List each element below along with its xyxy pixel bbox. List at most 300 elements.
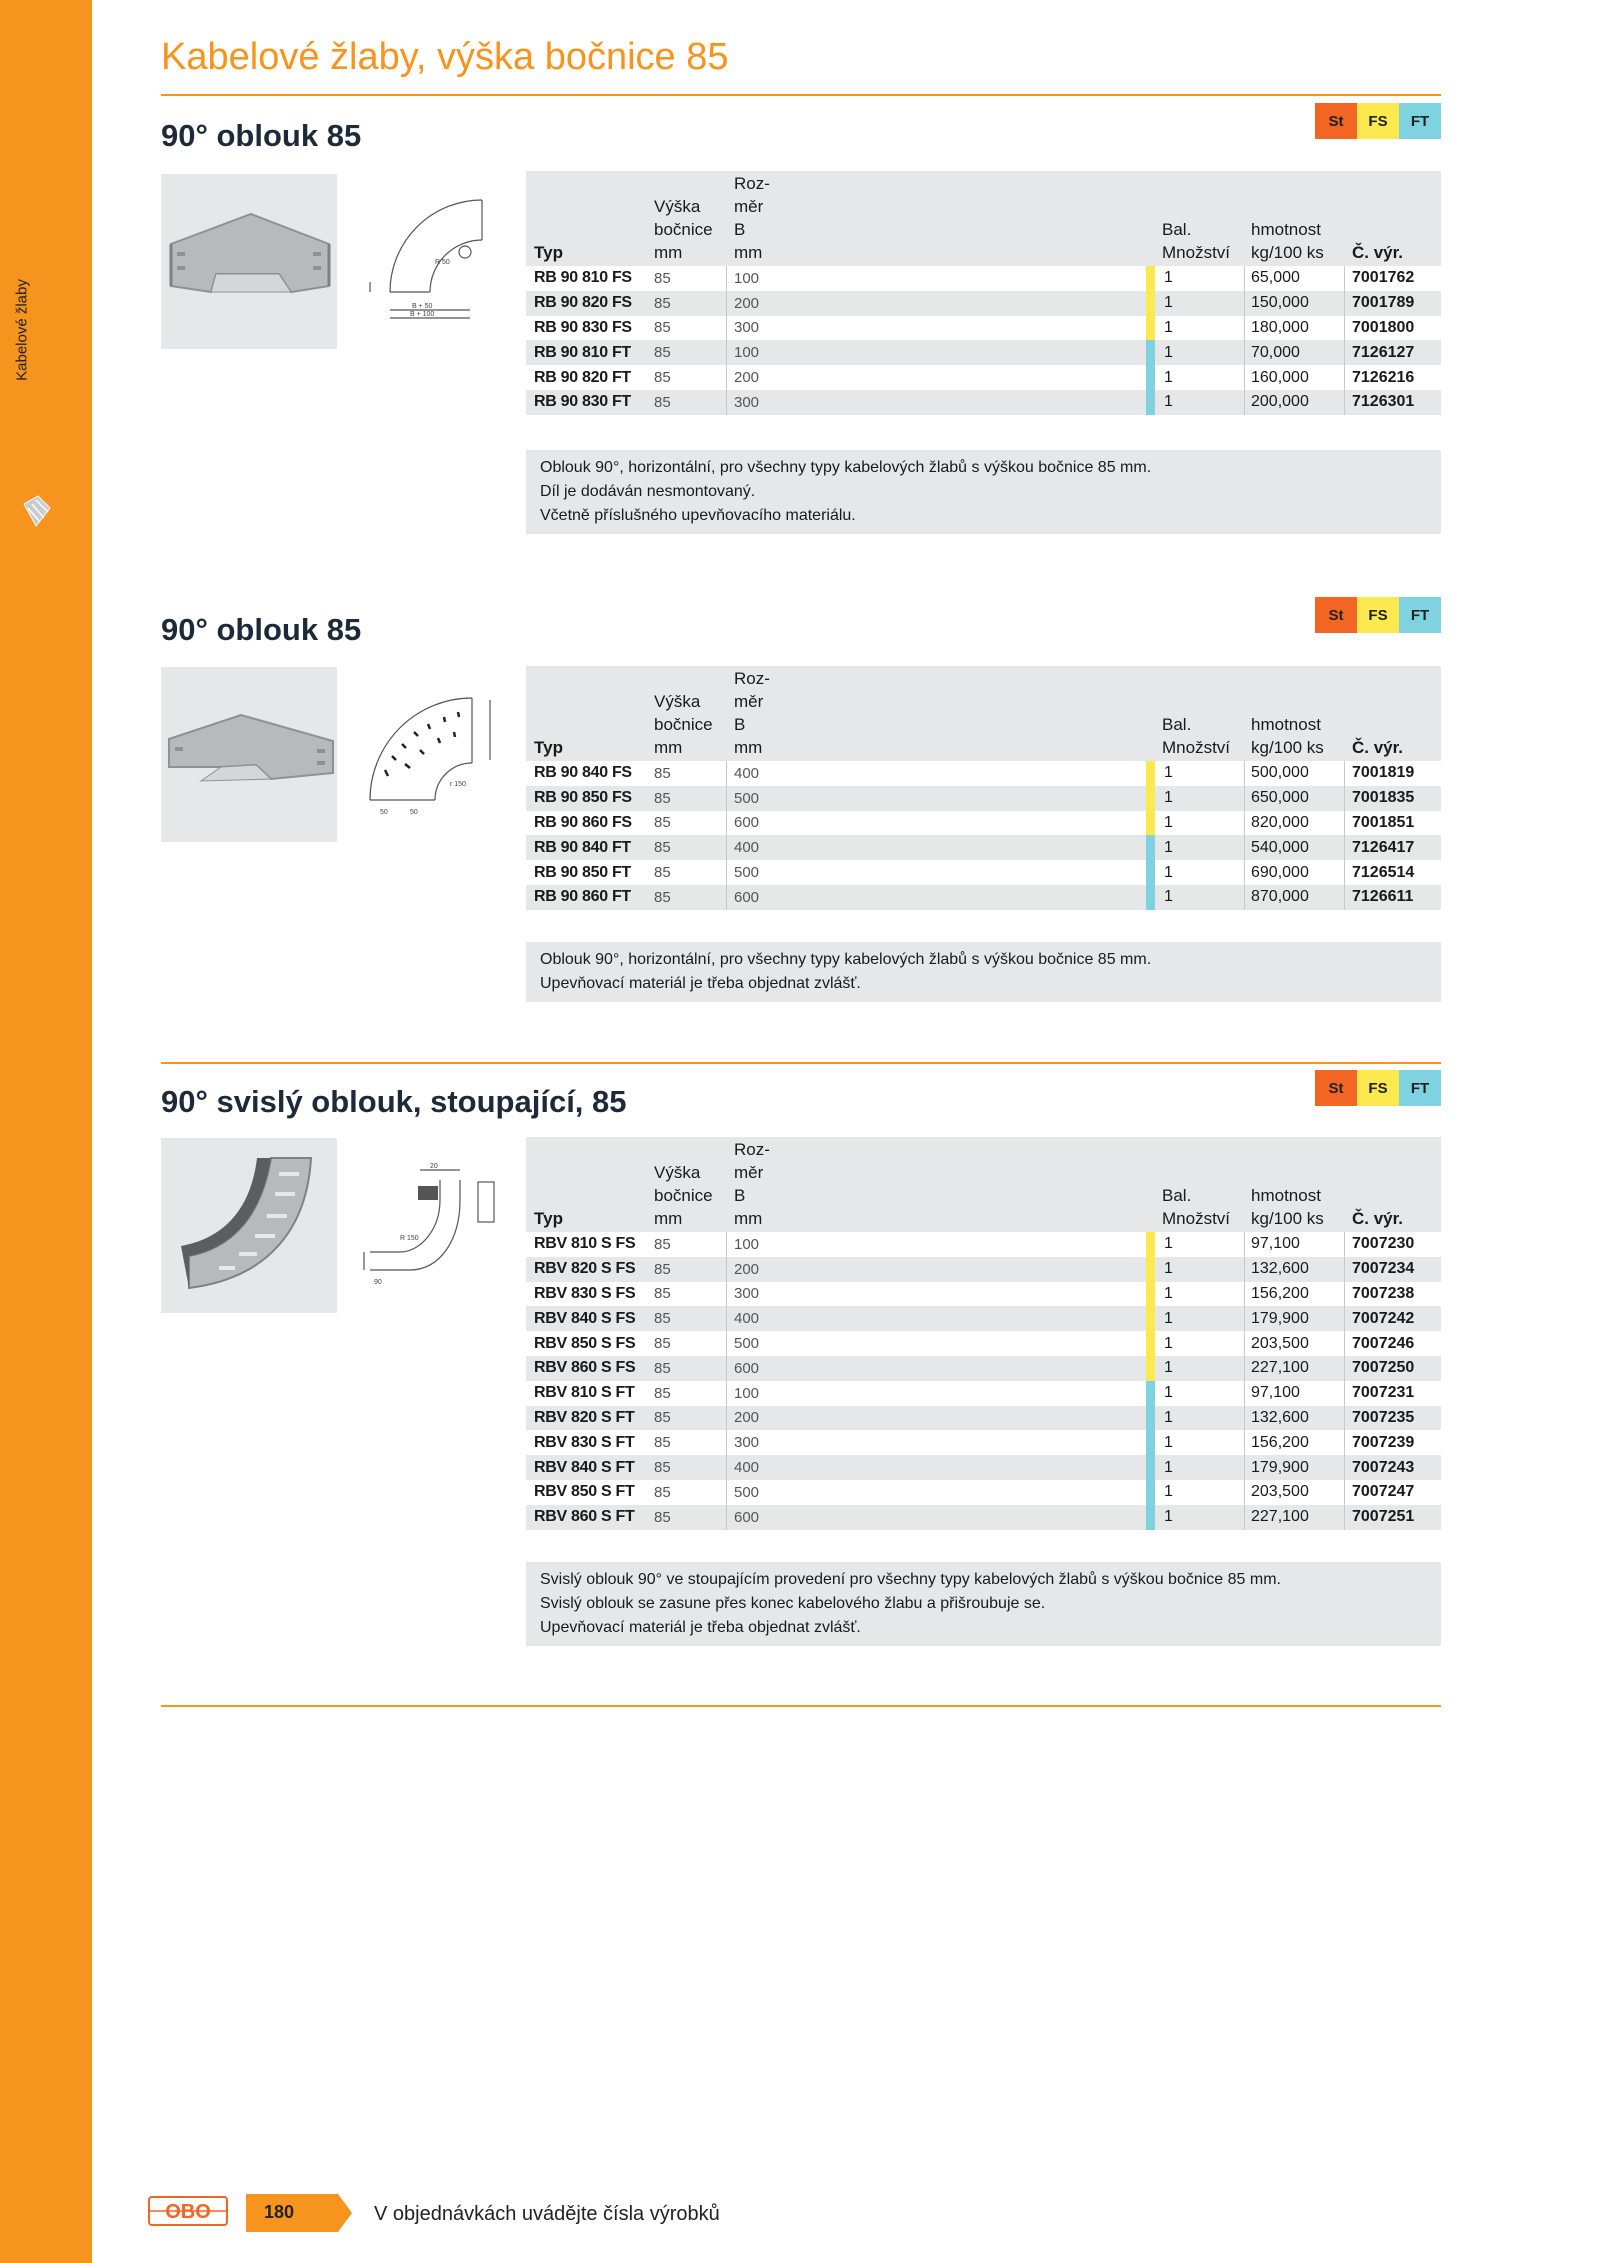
cell-rozmer: 300	[734, 1285, 760, 1303]
cell-typ: RB 90 840 FS	[534, 764, 632, 782]
finish-stripe	[1146, 860, 1155, 885]
cell-divider	[726, 1257, 727, 1282]
header-rozmer: Roz- měr B mm	[734, 669, 770, 757]
cell-bal: 1	[1164, 1458, 1173, 1476]
cell-rozmer: 600	[734, 814, 760, 832]
cell-bal: 1	[1164, 1260, 1173, 1278]
cell-cislo: 7007243	[1352, 1458, 1415, 1476]
cell-divider	[1244, 291, 1245, 316]
cell-bal: 1	[1164, 789, 1173, 807]
cell-cislo: 7001851	[1352, 813, 1415, 831]
cell-divider	[1244, 1480, 1245, 1505]
product-table	[526, 171, 1441, 415]
badge-fs: FS	[1357, 103, 1399, 139]
cell-hmotnost: 150,000	[1251, 294, 1309, 312]
cell-divider	[726, 1480, 727, 1505]
cell-bal: 1	[1164, 393, 1173, 411]
svg-text:B + 100: B + 100	[410, 311, 435, 318]
cell-divider	[726, 1406, 727, 1431]
table-row	[526, 365, 1441, 390]
section-notes	[526, 942, 1441, 1002]
cell-rozmer: 600	[734, 888, 760, 906]
cell-divider	[726, 811, 727, 836]
cell-hmotnost: 180,000	[1251, 318, 1309, 336]
badge-ft: FT	[1399, 103, 1441, 139]
cell-bal: 1	[1164, 1384, 1173, 1402]
cell-divider	[726, 860, 727, 885]
cell-divider	[726, 1430, 727, 1455]
cell-divider	[1344, 1232, 1345, 1257]
cell-cislo: 7001762	[1352, 269, 1415, 287]
table-row	[526, 885, 1441, 910]
cell-divider	[1344, 316, 1345, 341]
cell-divider	[1244, 786, 1245, 811]
cell-typ: RBV 840 S FT	[534, 1458, 635, 1476]
cell-cislo: 7007242	[1352, 1309, 1415, 1327]
cell-hmotnost: 132,600	[1251, 1408, 1309, 1426]
cell-rozmer: 100	[734, 1235, 760, 1253]
finish-stripe	[1146, 1505, 1155, 1530]
table-row	[526, 316, 1441, 341]
table-body	[526, 1232, 1441, 1530]
cell-cislo: 7001800	[1352, 318, 1415, 336]
cell-divider	[1344, 1381, 1345, 1406]
cell-divider	[1344, 1306, 1345, 1331]
cell-rozmer: 500	[734, 1335, 760, 1353]
cell-hmotnost: 870,000	[1251, 888, 1309, 906]
cell-divider	[726, 365, 727, 390]
badge-ft: FT	[1399, 597, 1441, 633]
table-row	[526, 1331, 1441, 1356]
table-header	[526, 1137, 1441, 1232]
cell-rozmer: 500	[734, 789, 760, 807]
cell-divider	[726, 1381, 727, 1406]
finish-stripe	[1146, 1356, 1155, 1381]
finish-stripe	[1146, 291, 1155, 316]
section-notes	[526, 1562, 1441, 1646]
cell-typ: RB 90 810 FS	[534, 269, 632, 287]
cell-divider	[1244, 1282, 1245, 1307]
cell-rozmer: 200	[734, 369, 760, 387]
cell-bal: 1	[1164, 838, 1173, 856]
cell-divider	[1344, 266, 1345, 291]
cell-divider	[1244, 811, 1245, 836]
cell-bal: 1	[1164, 368, 1173, 386]
cell-bal: 1	[1164, 294, 1173, 312]
table-row	[526, 786, 1441, 811]
cell-cislo: 7007246	[1352, 1334, 1415, 1352]
cell-vyska: 85	[654, 1260, 671, 1278]
cell-bal: 1	[1164, 343, 1173, 361]
cell-divider	[1244, 1381, 1245, 1406]
cell-divider	[1344, 811, 1345, 836]
cell-rozmer: 200	[734, 294, 760, 312]
cell-divider	[726, 291, 727, 316]
cell-divider	[1244, 365, 1245, 390]
cell-vyska: 85	[654, 1310, 671, 1328]
cell-cislo: 7007235	[1352, 1408, 1415, 1426]
finish-stripe	[1146, 1480, 1155, 1505]
cell-typ: RBV 820 S FT	[534, 1408, 635, 1426]
cell-divider	[1344, 761, 1345, 786]
header-bal: Bal. Množství	[1162, 1186, 1231, 1228]
table-row	[526, 1356, 1441, 1381]
cell-divider	[1344, 1505, 1345, 1530]
cell-divider	[726, 266, 727, 291]
header-cislo: Č. výr.	[1352, 1209, 1404, 1228]
cell-hmotnost: 203,500	[1251, 1483, 1309, 1501]
page-title: Kabelové žlaby, výška bočnice 85	[161, 36, 729, 78]
cell-vyska: 85	[654, 814, 671, 832]
cell-divider	[1344, 885, 1345, 910]
table-row	[526, 266, 1441, 291]
page-number-tab	[246, 2194, 352, 2232]
cell-cislo: 7126216	[1352, 368, 1415, 386]
cell-divider	[726, 1282, 727, 1307]
cell-hmotnost: 690,000	[1251, 863, 1309, 881]
technical-drawing	[350, 690, 510, 825]
cell-bal: 1	[1164, 269, 1173, 287]
finish-stripe	[1146, 1257, 1155, 1282]
cell-divider	[1344, 1257, 1345, 1282]
cell-rozmer: 400	[734, 1459, 760, 1477]
svg-text:90: 90	[374, 1279, 382, 1286]
finish-stripe	[1146, 1282, 1155, 1307]
cell-hmotnost: 820,000	[1251, 813, 1309, 831]
cell-divider	[1344, 340, 1345, 365]
table-row	[526, 1406, 1441, 1431]
finish-stripe	[1146, 365, 1155, 390]
cell-typ: RB 90 850 FT	[534, 863, 631, 881]
finish-stripe	[1146, 1381, 1155, 1406]
cell-rozmer: 100	[734, 344, 760, 362]
cell-cislo: 7126301	[1352, 393, 1415, 411]
cell-typ: RB 90 840 FT	[534, 838, 631, 856]
cell-divider	[1344, 1282, 1345, 1307]
cell-vyska: 85	[654, 1483, 671, 1501]
table-header	[526, 171, 1441, 266]
cell-typ: RBV 830 S FT	[534, 1433, 635, 1451]
header-bal: Bal. Množství	[1162, 220, 1231, 262]
cell-hmotnost: 156,200	[1251, 1284, 1309, 1302]
cell-typ: RB 90 810 FT	[534, 343, 631, 361]
cell-divider	[1344, 860, 1345, 885]
badge-ft: FT	[1399, 1070, 1441, 1106]
cell-cislo: 7126127	[1352, 343, 1415, 361]
cell-typ: RBV 810 S FS	[534, 1235, 636, 1253]
table-row	[526, 1480, 1441, 1505]
finish-stripe	[1146, 266, 1155, 291]
header-bal: Bal. Množství	[1162, 715, 1231, 757]
table-row	[526, 1505, 1441, 1530]
note-line: Včetně příslušného upevňovacího materiálu.	[540, 507, 856, 524]
cell-rozmer: 400	[734, 839, 760, 857]
cell-vyska: 85	[654, 1434, 671, 1452]
cell-rozmer: 400	[734, 1310, 760, 1328]
cell-divider	[1244, 1505, 1245, 1530]
cell-cislo: 7007231	[1352, 1384, 1415, 1402]
cell-divider	[726, 1232, 727, 1257]
header-cislo: Č. výr.	[1352, 243, 1404, 262]
header-typ: Typ	[534, 738, 563, 757]
table-row	[526, 1455, 1441, 1480]
cell-divider	[1244, 1455, 1245, 1480]
cell-rozmer: 500	[734, 864, 760, 882]
header-cislo: Č. výr.	[1352, 738, 1404, 757]
cell-vyska: 85	[654, 764, 671, 782]
product-photo	[161, 1138, 337, 1313]
finish-stripe	[1146, 761, 1155, 786]
header-rozmer: Roz- měr B mm	[734, 174, 770, 262]
note-line: Oblouk 90°, horizontální, pro všechny typy kabelových žlabů s výškou bočnice 85 mm.	[540, 459, 1152, 476]
cell-bal: 1	[1164, 1508, 1173, 1526]
cell-bal: 1	[1164, 1433, 1173, 1451]
cell-divider	[1244, 390, 1245, 415]
cell-hmotnost: 500,000	[1251, 764, 1309, 782]
cell-divider	[726, 1455, 727, 1480]
cell-typ: RB 90 860 FS	[534, 813, 632, 831]
cell-divider	[726, 885, 727, 910]
cell-divider	[726, 1505, 727, 1530]
cell-vyska: 85	[654, 1359, 671, 1377]
cell-bal: 1	[1164, 1359, 1173, 1377]
product-table	[526, 1137, 1441, 1530]
table-header	[526, 666, 1441, 761]
finish-stripe	[1146, 390, 1155, 415]
footer-text: V objednávkách uvádějte čísla výrobků	[374, 2203, 720, 2225]
cell-vyska: 85	[654, 393, 671, 411]
side-label: Kabelové žlaby	[13, 279, 31, 381]
cell-vyska: 85	[654, 1409, 671, 1427]
cell-vyska: 85	[654, 319, 671, 337]
finish-badges	[1315, 103, 1441, 139]
cell-divider	[1244, 1257, 1245, 1282]
finish-stripe	[1146, 1306, 1155, 1331]
finish-stripe	[1146, 340, 1155, 365]
finish-badges	[1315, 1070, 1441, 1106]
table-row	[526, 340, 1441, 365]
header-vyska: Výška bočnice mm	[654, 197, 713, 262]
cell-divider	[726, 1306, 727, 1331]
note-line: Upevňovací materiál je třeba objednat zvlášť.	[540, 1619, 861, 1636]
cell-hmotnost: 540,000	[1251, 838, 1309, 856]
cell-cislo: 7007247	[1352, 1483, 1415, 1501]
cell-divider	[726, 390, 727, 415]
cell-divider	[1244, 1430, 1245, 1455]
section-notes	[526, 450, 1441, 534]
cell-rozmer: 100	[734, 269, 760, 287]
header-hmotnost: hmotnost kg/100 ks	[1251, 715, 1324, 757]
svg-text:R 150: R 150	[400, 1235, 419, 1242]
cell-divider	[1244, 1306, 1245, 1331]
badge-st: St	[1315, 597, 1357, 633]
cell-cislo: 7001819	[1352, 764, 1415, 782]
finish-stripe	[1146, 811, 1155, 836]
cell-vyska: 85	[654, 1235, 671, 1253]
finish-badges	[1315, 597, 1441, 633]
svg-text:B + 50: B + 50	[412, 303, 433, 310]
finish-stripe	[1146, 1406, 1155, 1431]
cell-typ: RB 90 860 FT	[534, 888, 631, 906]
cell-divider	[1344, 365, 1345, 390]
cell-divider	[726, 316, 727, 341]
cell-bal: 1	[1164, 813, 1173, 831]
cell-divider	[1244, 1356, 1245, 1381]
cell-hmotnost: 65,000	[1251, 269, 1300, 287]
finish-stripe	[1146, 316, 1155, 341]
cell-divider	[726, 761, 727, 786]
cell-typ: RBV 860 S FS	[534, 1359, 636, 1377]
cell-hmotnost: 179,900	[1251, 1458, 1309, 1476]
section-title: 90° oblouk 85	[161, 118, 362, 153]
svg-text:50: 50	[380, 809, 388, 816]
cell-typ: RBV 840 S FS	[534, 1309, 636, 1327]
cell-hmotnost: 203,500	[1251, 1334, 1309, 1352]
finish-stripe	[1146, 786, 1155, 811]
cell-divider	[726, 1356, 727, 1381]
cell-vyska: 85	[654, 1508, 671, 1526]
finish-stripe	[1146, 1430, 1155, 1455]
cell-hmotnost: 227,100	[1251, 1359, 1309, 1377]
table-body	[526, 266, 1441, 415]
cell-vyska: 85	[654, 344, 671, 362]
cell-cislo: 7007239	[1352, 1433, 1415, 1451]
product-photo	[161, 667, 337, 842]
cell-typ: RBV 830 S FS	[534, 1284, 636, 1302]
cell-divider	[1244, 1331, 1245, 1356]
header-rozmer: Roz- měr B mm	[734, 1140, 770, 1228]
note-line: Svislý oblouk se zasune přes konec kabelového žlabu a přišroubuje se.	[540, 1595, 1046, 1612]
cell-divider	[1244, 340, 1245, 365]
cell-bal: 1	[1164, 888, 1173, 906]
cell-typ: RB 90 850 FS	[534, 789, 632, 807]
section-title: 90° oblouk 85	[161, 612, 362, 647]
cell-vyska: 85	[654, 888, 671, 906]
header-typ: Typ	[534, 1209, 563, 1228]
obo-logo	[148, 2196, 228, 2226]
cell-typ: RBV 850 S FT	[534, 1483, 635, 1501]
note-line: Svislý oblouk 90° ve stoupajícím provedení pro všechny typy kabelových žlabů s výškou bočnice 85 mm.	[540, 1571, 1281, 1588]
table-row	[526, 811, 1441, 836]
table-row	[526, 390, 1441, 415]
cell-hmotnost: 200,000	[1251, 393, 1309, 411]
cable-tray-icon	[22, 494, 52, 528]
cell-typ: RB 90 830 FT	[534, 393, 631, 411]
cell-divider	[1244, 1232, 1245, 1257]
table-row	[526, 1232, 1441, 1257]
svg-text:R 50: R 50	[435, 259, 450, 266]
table-row	[526, 1430, 1441, 1455]
cell-hmotnost: 179,900	[1251, 1309, 1309, 1327]
cell-bal: 1	[1164, 1284, 1173, 1302]
table-row	[526, 291, 1441, 316]
section-title: 90° svislý oblouk, stoupající, 85	[161, 1084, 627, 1119]
product-table	[526, 666, 1441, 910]
cell-vyska: 85	[654, 1459, 671, 1477]
cell-divider	[726, 835, 727, 860]
cell-cislo: 7007234	[1352, 1260, 1415, 1278]
table-row	[526, 835, 1441, 860]
finish-stripe	[1146, 1232, 1155, 1257]
svg-text:20: 20	[430, 1163, 438, 1170]
table-row	[526, 761, 1441, 786]
cell-typ: RBV 820 S FS	[534, 1260, 636, 1278]
cell-cislo: 7126417	[1352, 838, 1415, 856]
cell-vyska: 85	[654, 269, 671, 287]
cell-vyska: 85	[654, 1335, 671, 1353]
cell-divider	[1244, 316, 1245, 341]
cell-bal: 1	[1164, 1309, 1173, 1327]
badge-st: St	[1315, 1070, 1357, 1106]
cell-bal: 1	[1164, 764, 1173, 782]
finish-stripe	[1146, 1331, 1155, 1356]
technical-drawing	[350, 192, 510, 332]
header-typ: Typ	[534, 243, 563, 262]
header-hmotnost: hmotnost kg/100 ks	[1251, 220, 1324, 262]
cell-divider	[1244, 266, 1245, 291]
cell-rozmer: 200	[734, 1409, 760, 1427]
cell-hmotnost: 650,000	[1251, 789, 1309, 807]
cell-divider	[1344, 1331, 1345, 1356]
cell-typ: RBV 810 S FT	[534, 1384, 635, 1402]
cell-divider	[726, 340, 727, 365]
header-vyska: Výška bočnice mm	[654, 1163, 713, 1228]
note-line: Upevňovací materiál je třeba objednat zvlášť.	[540, 975, 861, 992]
cell-divider	[1344, 1406, 1345, 1431]
cell-divider	[1344, 786, 1345, 811]
note-line: Díl je dodáván nesmontovaný.	[540, 483, 756, 500]
cell-cislo: 7001789	[1352, 294, 1415, 312]
cell-typ: RB 90 830 FS	[534, 318, 632, 336]
cell-hmotnost: 227,100	[1251, 1508, 1309, 1526]
cell-vyska: 85	[654, 1384, 671, 1402]
footer-divider	[161, 1705, 1441, 1707]
cell-cislo: 7007251	[1352, 1508, 1415, 1526]
badge-st: St	[1315, 103, 1357, 139]
cell-divider	[1244, 1406, 1245, 1431]
table-row	[526, 1282, 1441, 1307]
cell-hmotnost: 70,000	[1251, 343, 1300, 361]
finish-stripe	[1146, 1455, 1155, 1480]
title-divider	[161, 94, 1441, 96]
cell-bal: 1	[1164, 1235, 1173, 1253]
cell-divider	[1344, 1430, 1345, 1455]
cell-divider	[1244, 885, 1245, 910]
cell-typ: RBV 850 S FS	[534, 1334, 636, 1352]
svg-text:r 150: r 150	[450, 781, 466, 788]
table-row	[526, 1257, 1441, 1282]
cell-bal: 1	[1164, 1408, 1173, 1426]
cell-divider	[1244, 761, 1245, 786]
table-row	[526, 1306, 1441, 1331]
cell-hmotnost: 97,100	[1251, 1235, 1300, 1253]
cell-vyska: 85	[654, 294, 671, 312]
cell-vyska: 85	[654, 369, 671, 387]
cell-cislo: 7126611	[1352, 888, 1414, 906]
cell-vyska: 85	[654, 1285, 671, 1303]
header-hmotnost: hmotnost kg/100 ks	[1251, 1186, 1324, 1228]
cell-vyska: 85	[654, 839, 671, 857]
cell-divider	[726, 1331, 727, 1356]
table-row	[526, 1381, 1441, 1406]
cell-rozmer: 500	[734, 1483, 760, 1501]
cell-hmotnost: 160,000	[1251, 368, 1309, 386]
cell-rozmer: 200	[734, 1260, 760, 1278]
cell-cislo: 7001835	[1352, 789, 1415, 807]
cell-typ: RBV 860 S FT	[534, 1508, 635, 1526]
badge-fs: FS	[1357, 1070, 1399, 1106]
cell-typ: RB 90 820 FS	[534, 294, 632, 312]
